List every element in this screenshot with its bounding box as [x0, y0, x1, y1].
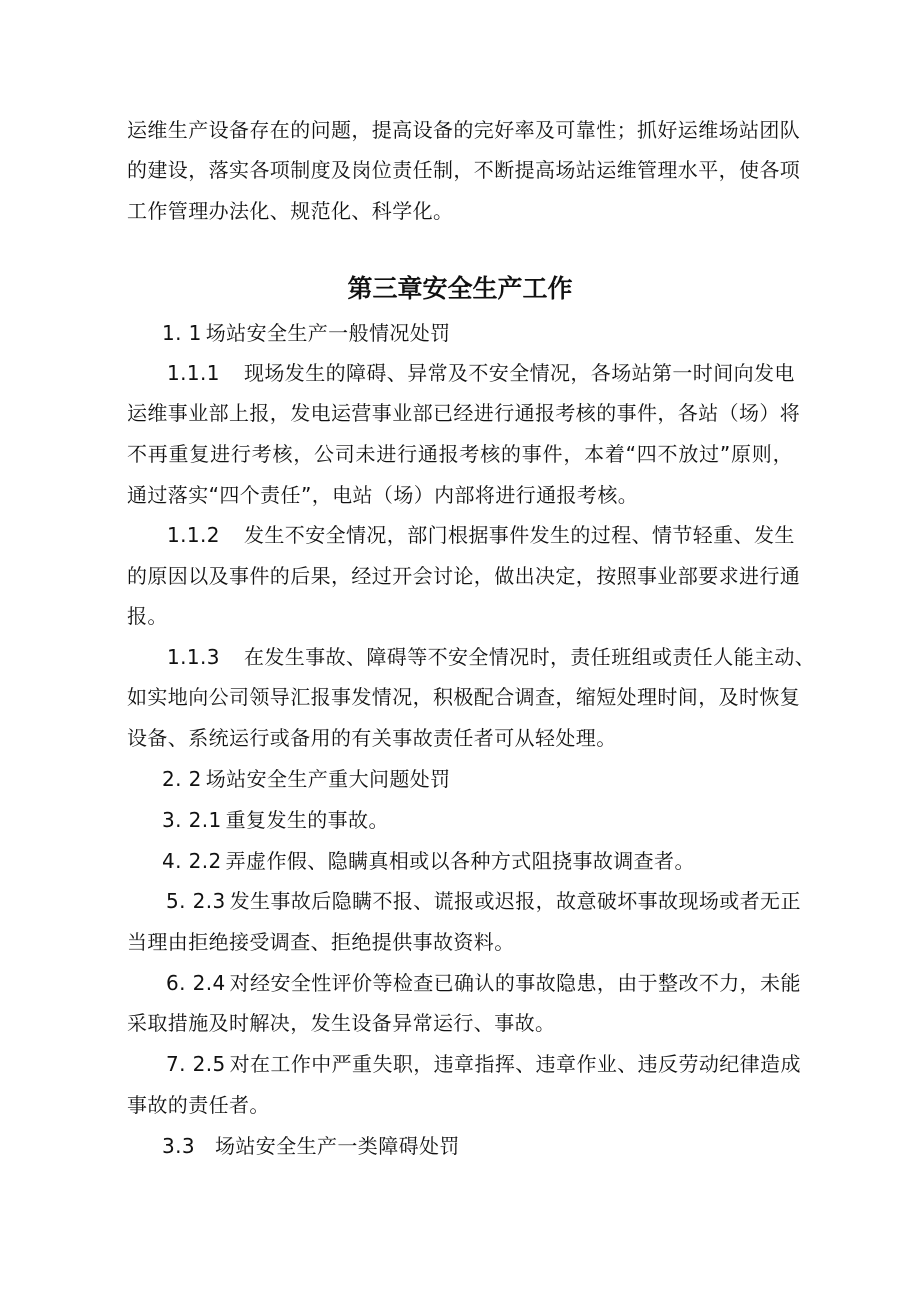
intro-line-2: 的建设，落实各项制度及岗位责任制，不断提高场站运维管理水平，使各项 — [127, 158, 801, 182]
chapter-title: 第三章安全生产工作 — [347, 274, 573, 303]
item-6-line-2: 采取措施及时解决，发生设备异常运行、事故。 — [127, 1011, 556, 1035]
para-1-1-1-line-1 — [167, 358, 795, 388]
item-4 — [162, 846, 695, 876]
section-2-heading — [162, 764, 451, 794]
para-1-1-3-line-3: 设备、系统运行或备用的有关事故责任者可从轻处理。 — [127, 726, 617, 750]
intro-line-1: 运维生产设备存在的问题，提高设备的完好率及可靠性；抓好运维场站团队 — [127, 118, 801, 142]
clause-text: 现场发生的障碍、异常及不安全情况，各场站第一时间向发电 — [244, 361, 795, 385]
para-1-1-1-line-2: 运维事业部上报，发电运营事业部已经进行通报考核的事件，各站（场）将 — [127, 401, 801, 425]
item-text: 弄虚作假、隐瞒真相或以各种方式阻挠事故调查者。 — [225, 849, 695, 873]
para-1-1-1-line-4: 通过落实“四个责任”，电站（场）内部将进行通报考核。 — [127, 483, 639, 507]
section-title: 场站安全生产重大问题处罚 — [205, 767, 451, 791]
clause-number: 1.1.3 — [167, 645, 220, 669]
section-3-3-heading — [162, 1131, 460, 1161]
section-title: 场站安全生产一般情况处罚 — [205, 321, 451, 345]
para-1-1-2-line-1 — [167, 520, 795, 550]
para-1-1-2-line-3: 报。 — [127, 604, 168, 628]
section-number: 2. 2 — [162, 767, 202, 791]
item-3 — [162, 805, 389, 835]
item-text: 发生事故后隐瞒不报、谎报或迟报，故意破坏事故现场或者无正 — [229, 889, 801, 913]
section-1-heading — [162, 318, 451, 348]
para-1-1-3-line-2: 如实地向公司领导汇报事发情况，积极配合调查，缩短处理时间，及时恢复 — [127, 685, 801, 709]
item-7-line-2: 事故的责任者。 — [127, 1093, 270, 1117]
item-number: 5. 2.3 — [166, 889, 226, 913]
para-1-1-3-line-1 — [167, 642, 815, 672]
intro-line-3: 工作管理办法化、规范化、科学化。 — [127, 199, 454, 223]
clause-number: 1.1.1 — [167, 361, 220, 385]
section-number: 1. 1 — [162, 321, 202, 345]
item-text: 重复发生的事故。 — [225, 808, 389, 832]
para-1-1-2-line-2: 的原因以及事件的后果，经过开会讨论，做出决定，按照事业部要求进行通 — [127, 564, 801, 588]
section-title: 场站安全生产一类障碍处罚 — [215, 1134, 460, 1158]
item-6-line-1 — [166, 968, 801, 998]
item-number: 3. 2.1 — [162, 808, 222, 832]
item-text: 对经安全性评价等检查已确认的事故隐患，由于整改不力，未能 — [229, 971, 801, 995]
item-5-line-2: 当理由拒绝接受调查、拒绝提供事故资料。 — [127, 930, 515, 954]
para-1-1-1-line-3: 不再重复进行考核，公司未进行通报考核的事件，本着“四不放过”原则， — [127, 442, 793, 466]
clause-number: 1.1.2 — [167, 523, 220, 547]
item-number: 4. 2.2 — [162, 849, 222, 873]
item-text: 对在工作中严重失职，违章指挥、违章作业、违反劳动纪律造成 — [229, 1052, 801, 1076]
section-number: 3.3 — [162, 1134, 196, 1158]
clause-text: 发生不安全情况，部门根据事件发生的过程、情节轻重、发生 — [244, 523, 795, 547]
item-5-line-1 — [166, 886, 801, 916]
item-number: 6. 2.4 — [166, 971, 226, 995]
item-number: 7. 2.5 — [166, 1052, 226, 1076]
item-7-line-1 — [166, 1049, 801, 1079]
clause-text: 在发生事故、障碍等不安全情况时，责任班组或责任人能主动、 — [244, 645, 816, 669]
